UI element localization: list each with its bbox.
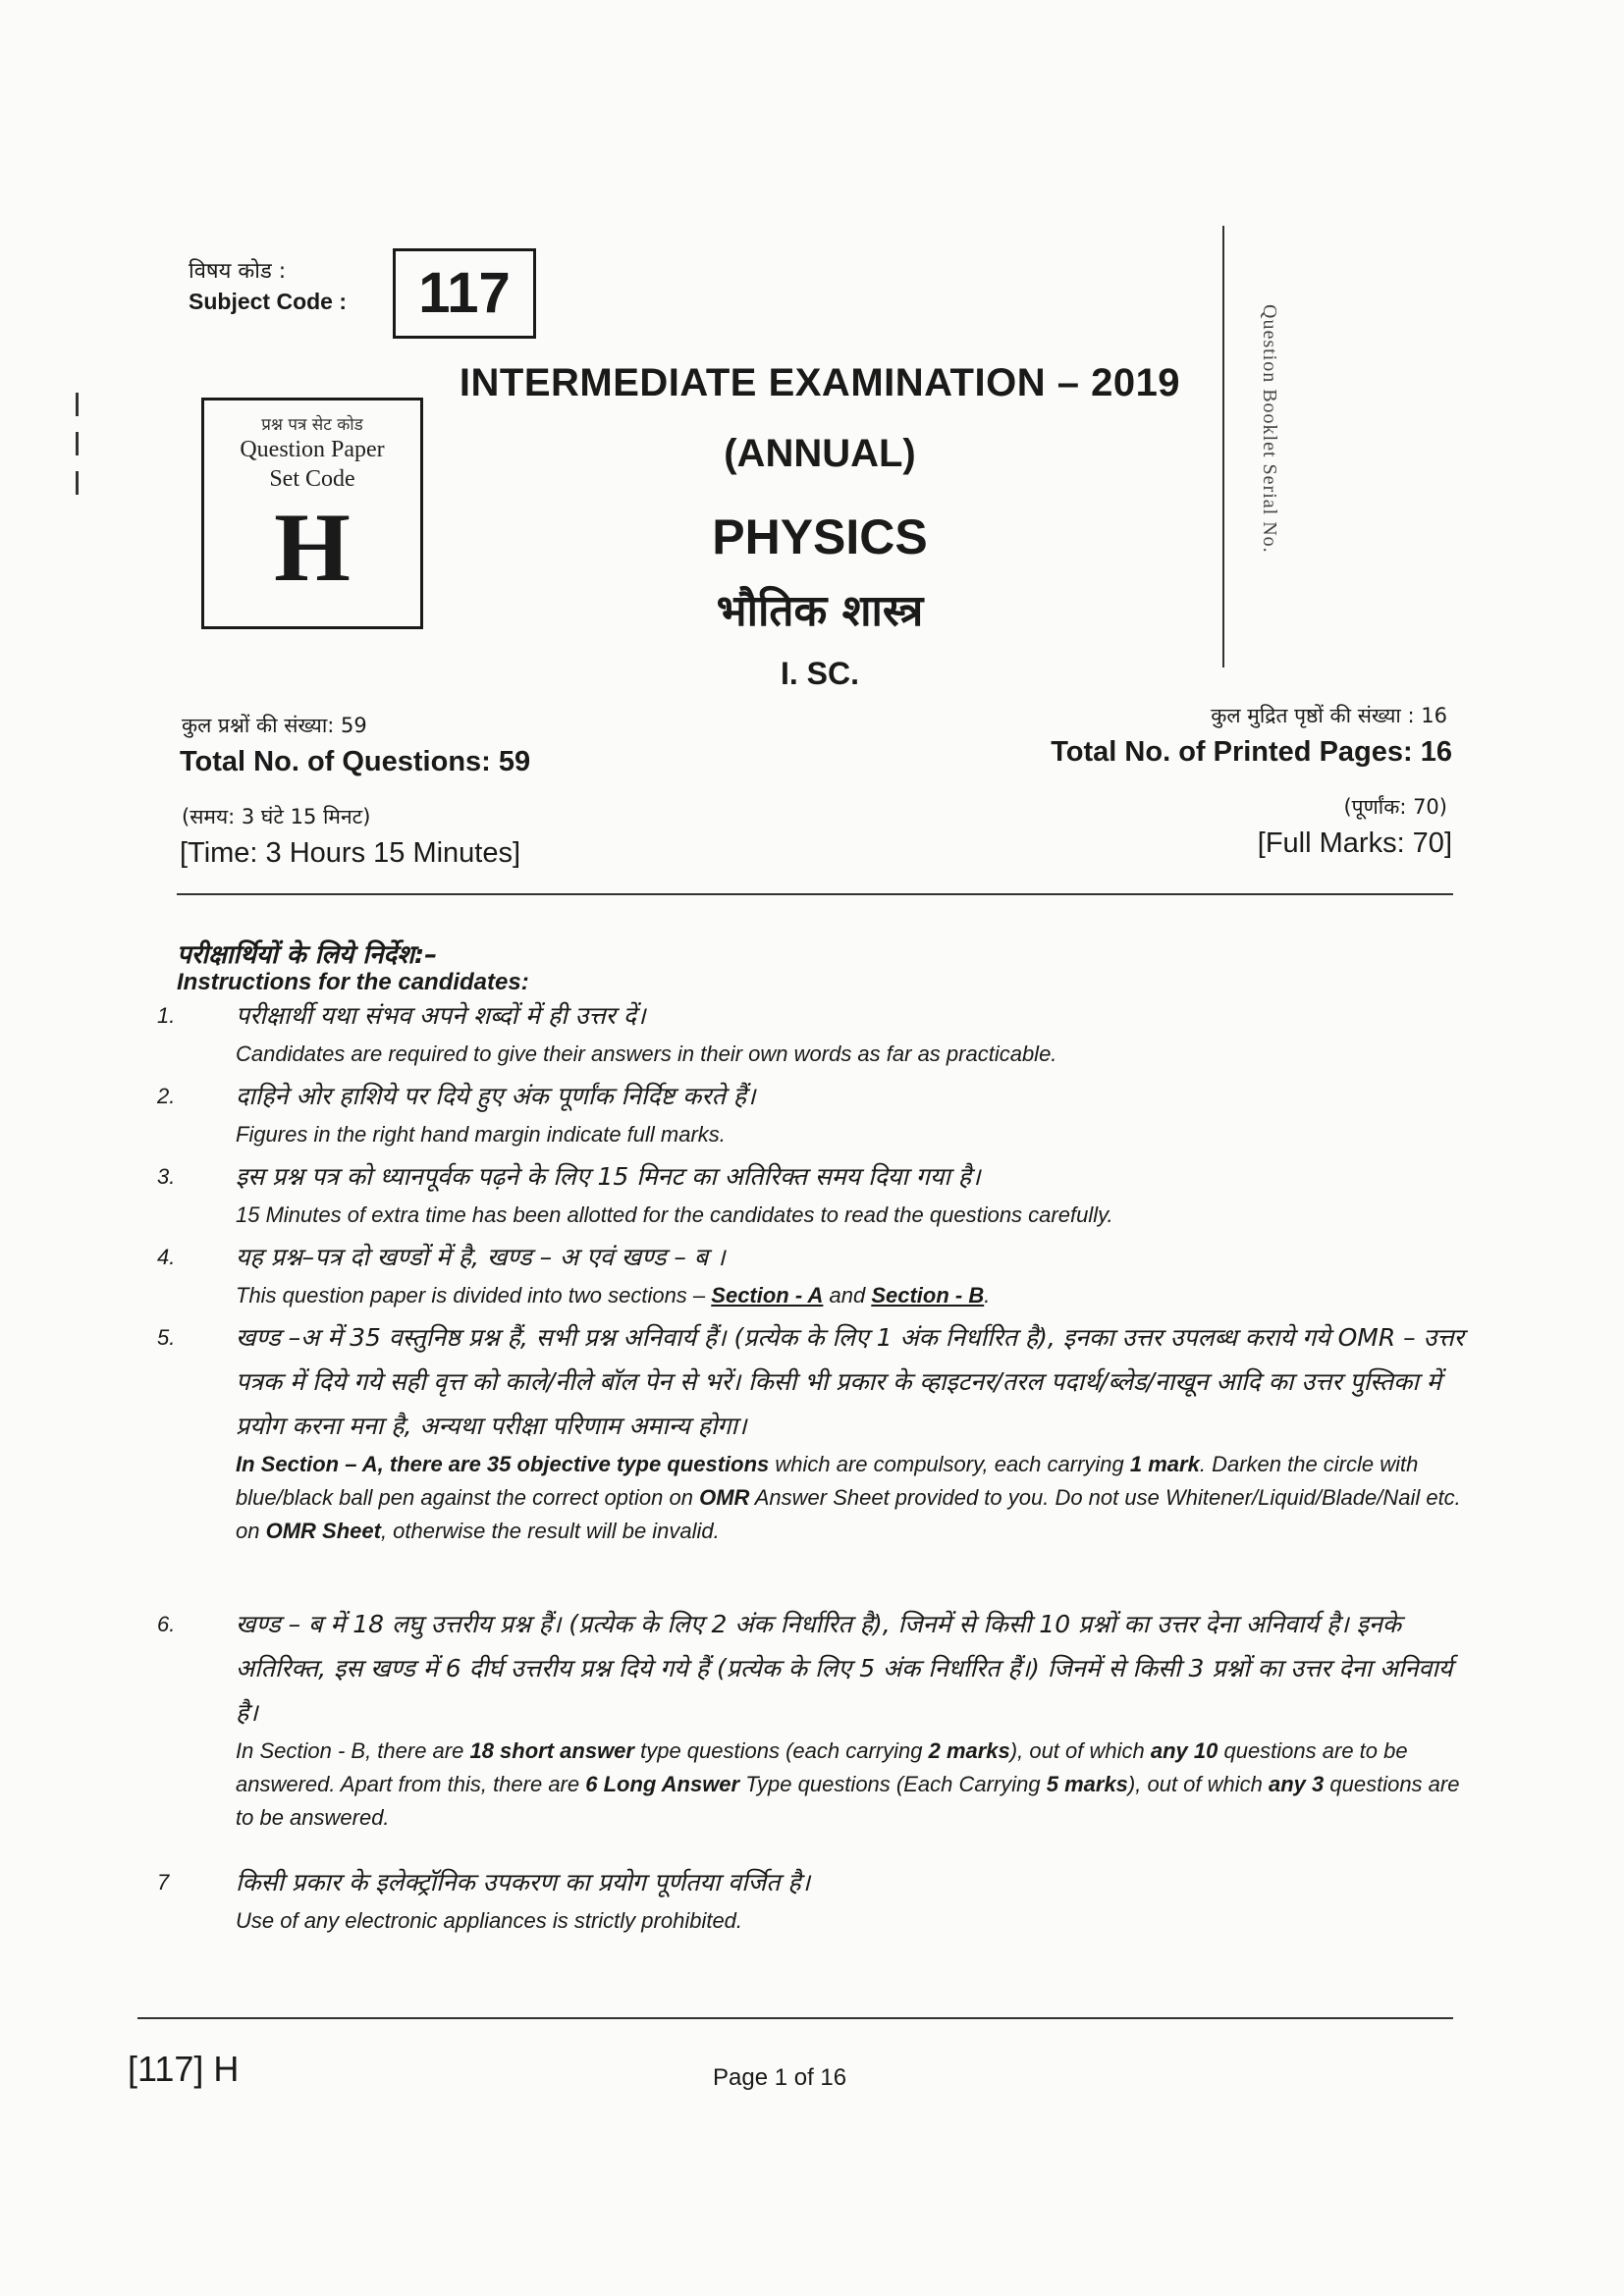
full-marks-hi: (पूर्णांक: 70) [1343,795,1447,819]
subject-code-label-hi: विषय कोड : [189,259,287,284]
exam-type: (ANNUAL) [724,432,916,475]
item-number: 6. [157,1612,176,1636]
instruction-item [157,1235,1473,1312]
item-number: 2. [157,1084,176,1108]
instruction-item [157,993,1473,1071]
item-text-hi: किसी प्रकार के इलेक्ट्रॉनिक उपकरण का प्रयोग पूर्णतया वर्जित है। [236,1868,811,1896]
stream-label: I. SC. [780,656,859,691]
item-number: 5. [157,1325,176,1350]
item-text-hi: यह प्रश्न–पत्र दो खण्डों में है, खण्ड – अ एवं खण्ड – ब । [236,1243,726,1271]
item-text-hi: दाहिने ओर हाशिये पर दिये हुए अंक पूर्णांक निर्दिष्ट करते हैं। [236,1082,756,1110]
instruction-item [157,1154,1473,1232]
instructions-heading-hi: परीक्षार्थियों के लिये निर्देश:– [177,940,438,970]
instruction-item [157,1860,1473,1938]
instruction-item [157,1074,1473,1151]
item-text-hi: खण्ड –अ में 35 वस्तुनिष्ठ प्रश्न हैं, सभी प्रश्न अनिवार्य हैं। (प्रत्येक के लिए 1 अंक निर्धारित है), इनका उत्तर उपलब्ध कराये गये OMR – उत्तर पत्रक में दिये गये सही वृत्त को काले/नीले बॉल पेन से भरें। किसी भी प्रकार के व्हाइटनर/तरल पदार्थ/ब्लेड/नाखून आदि का उत्तर पुस्तिका में प्रयोग करना मना है, अन्यथा परीक्षा परिणाम अमान्य होगा। [236,1323,1464,1440]
set-code-label-en1: Question Paper [240,437,385,462]
time-hi: (समय: 3 घंटे 15 मिनट) [182,805,371,828]
section-b-ref: Section - B [871,1283,985,1308]
section-a-ref: Section - A [711,1283,824,1308]
printed-pages-en: Total No. of Printed Pages: 16 [1051,736,1452,768]
exam-title: INTERMEDIATE EXAMINATION – 2019 [459,361,1181,404]
subject-code-label [189,257,347,316]
instructions-heading-en: Instructions for the candidates: [177,969,529,995]
item-text-en: In Section – A, there are 35 objective type questions which are compulsory, each carrying 1 mark. Darken the circle with blue/black ball pen against the correct option on OMR Answer Sheet provided to you. Do not use Whitener/Liquid/Blade/Nail etc. on OMR Sheet, otherwise the result will be invalid. [236,1452,1461,1543]
instruction-item [157,1315,1473,1548]
item-number: 3. [157,1164,176,1189]
item-text-en: 15 Minutes of extra time has been allotted for the candidates to read the questions carefully. [236,1202,1113,1227]
margin-tick [76,393,79,416]
printed-pages-hi: कुल मुद्रित पृष्ठों की संख्या : 16 [1211,704,1447,727]
subject-title: PHYSICS [712,509,928,564]
item-number: 4. [157,1245,176,1269]
footer-rule [137,2017,1453,2019]
margin-tick [76,432,79,455]
margin-tick [76,471,79,495]
set-code-box [201,398,423,629]
questions-count-en: Total No. of Questions: 59 [180,746,531,777]
serial-divider [1222,226,1224,667]
footer-paper-code: [117] H [128,2049,240,2089]
item-number: 7 [157,1870,170,1895]
item-text-hi: परीक्षार्थी यथा संभव अपने शब्दों में ही उत्तर दें। [236,1001,646,1030]
header-rule [177,893,1453,895]
item-text-hi: खण्ड – ब में 18 लघु उत्तरीय प्रश्न हैं। (प्रत्येक के लिए 2 अंक निर्धारित है), जिनमें से किसी 10 प्रश्नों का उत्तर देना अनिवार्य है। इनके अतिरिक्त, इस खण्ड में 6 दीर्घ उत्तरीय प्रश्न दिये गये हैं (प्रत्येक के लिए 5 अंक निर्धारित हैं।) जिनमें से किसी 3 प्रश्नों का उत्तर देना अनिवार्य है। [236,1610,1453,1727]
set-code-label-hi: प्रश्न पत्र सेट कोड [261,415,363,435]
item-text-en: This question paper is divided into two sections – Section - A and Section - B. [236,1283,991,1308]
item-text-en: In Section - B, there are 18 short answer type questions (each carrying 2 marks), out of which any 10 questions are to be answered. Apart from this, there are 6 Long Answer Type questions (Each Carrying 5 marks), out of which any 3 questions are to be answered. [236,1738,1460,1830]
instruction-item [157,1602,1473,1835]
footer-page-number: Page 1 of 16 [713,2064,847,2091]
subject-code-label-en: Subject Code : [189,289,348,314]
set-code-value: H [274,493,351,602]
item-text-en: Candidates are required to give their answers in their own words as far as practicable. [236,1041,1057,1066]
full-marks-en: [Full Marks: 70] [1257,828,1452,859]
questions-count-hi: कुल प्रश्नों की संख्या: 59 [182,714,367,737]
time-en: [Time: 3 Hours 15 Minutes] [180,837,521,869]
item-text-en: Figures in the right hand margin indicate full marks. [236,1122,726,1147]
item-text-hi: इस प्रश्न पत्र को ध्यानपूर्वक पढ़ने के लिए 15 मिनट का अतिरिक्त समय दिया गया है। [236,1162,981,1191]
item-text-en: Use of any electronic appliances is strictly prohibited. [236,1908,743,1933]
subject-code-box: 117 [393,248,536,339]
set-code-label-en2: Set Code [269,466,355,492]
subject-title-hi: भौतिक शास्त्र [716,586,924,636]
item-number: 1. [157,1003,176,1028]
